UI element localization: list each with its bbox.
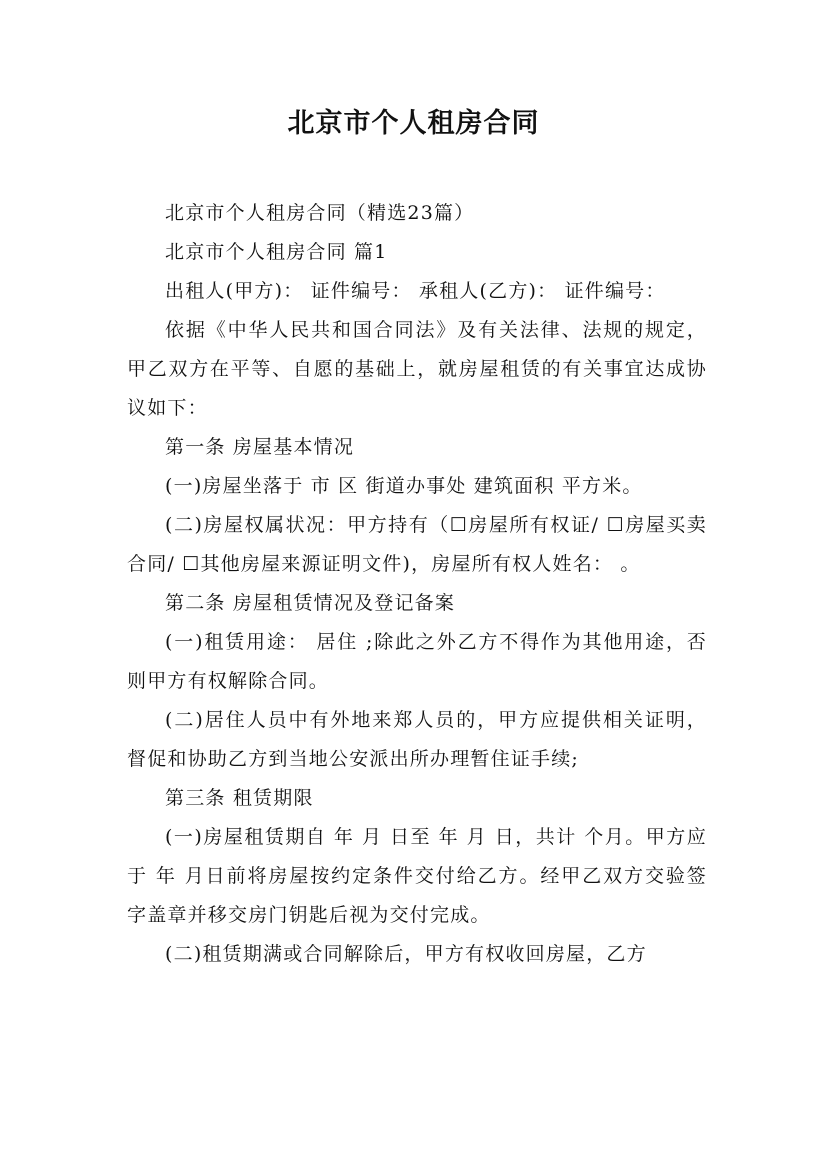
paragraph: 依据《中华人民共和国合同法》及有关法律、法规的规定，甲乙双方在平等、自愿的基础上，就房屋租赁的有关事宜达成协议如下： [127, 319, 707, 419]
document-title: 北京市个人租房合同 [287, 108, 540, 139]
paragraph: (二)租赁期满或合同解除后，甲方有权收回房屋，乙方 [165, 943, 647, 965]
section-heading: 第二条 房屋租赁情况及登记备案 [165, 592, 456, 614]
paragraph: (二)房屋权属状况：甲方持有（☐房屋所有权证/ ☐房屋买卖合同/ ☐其他房屋来源证明文件)，房屋所有权人姓名： 。 [127, 514, 707, 575]
paragraph: (二)居住人员中有外地来郑人员的，甲方应提供相关证明，督促和协助乙方到当地公安派出所办理暂住证手续; [127, 709, 707, 770]
paragraph: (一)房屋租赁期自 年 月 日至 年 月 日，共计 个月。甲方应于 年 月日前将房屋按约定条件交付给乙方。经甲乙双方交验签字盖章并移交房门钥匙后视为交付完成。 [127, 826, 707, 926]
paragraph: 北京市个人租房合同 篇1 [165, 241, 388, 263]
paragraph: (一)租赁用途： 居住 ;除此之外乙方不得作为其他用途，否则甲方有权解除合同。 [127, 631, 707, 692]
paragraph: 北京市个人租房合同（精选23篇） [165, 202, 475, 224]
document-body [127, 194, 707, 974]
section-heading: 第三条 租赁期限 [165, 787, 314, 809]
paragraph: (一)房屋坐落于 市 区 街道办事处 建筑面积 平方米。 [165, 475, 643, 497]
paragraph: 出租人(甲方)： 证件编号： 承租人(乙方)： 证件编号： [165, 280, 666, 302]
section-heading: 第一条 房屋基本情况 [165, 436, 355, 458]
